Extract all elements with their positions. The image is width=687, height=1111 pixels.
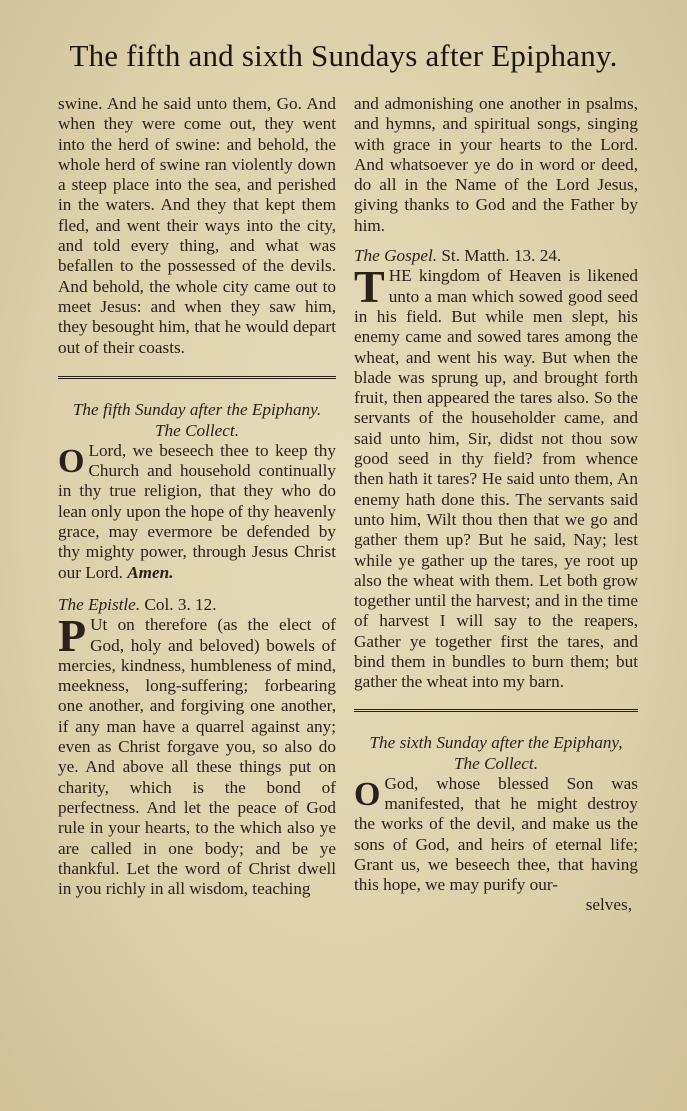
fifth-sunday-heading: The fifth Sunday after the Epiphany. bbox=[72, 399, 322, 419]
gospel-text: HE kingdom of Heaven is likened unto a man which sowed good seed in his field. But while men slept, his enemy came and sowed tares among the wheat, and went his way. But when the blade was sprung up, and brought forth fruit, then appeared the tares also. So the servants of the householder came, and said unto him, Sir, didst not thou sow good seed in thy field? from whence then hath it tares? He said unto them, An enemy hath done this. The servants said unto him, Wilt thou then that we go and gather them up? But he said, Nay; lest while ye gather up the tares, ye root up also the wheat with them. Let both grow together until the harvest; and in the time of harvest I will say to the reapers, Gather ye together first the tares, and bind them in bundles to burn them; but gather the wheat into my barn. bbox=[354, 266, 638, 692]
collect-dropcap: O bbox=[354, 775, 381, 813]
left-column bbox=[58, 94, 336, 899]
sixth-sunday-heading: The sixth Sunday after the Epiphany, bbox=[369, 732, 623, 752]
right-column bbox=[354, 94, 638, 916]
collect-text: God, whose blessed Son was manifested, that he might destroy the works of the devil, and make us the sons of God, and heirs of eternal life; Grant us, we beseech thee, that having this hope, we may purify our- bbox=[354, 773, 638, 895]
section-divider bbox=[58, 376, 336, 379]
epistle-dropcap: P bbox=[58, 610, 87, 662]
gospel-paragraph bbox=[354, 261, 638, 692]
collect-text: Lord, we beseech thee to keep thy Church and household continually in thy true religion, that they who do lean only upon the hope of thy heavenly grace, may evermore be defended by thy mighty power, through Jesus Christ our Lord. bbox=[58, 440, 336, 582]
running-head: The fifth and sixth Sundays after Epiphany. bbox=[69, 38, 618, 73]
epistle-reference: Col. 3. 12. bbox=[144, 594, 217, 614]
section-divider bbox=[354, 709, 638, 712]
collect-amen: Amen. bbox=[127, 562, 174, 582]
gospel-label: The Gospel. bbox=[354, 246, 438, 266]
epistle-text: Ut on therefore (as the elect of God, holy and beloved) bowels of mercies, kindness, humbleness of mind, meekness, long-suffering; forbearing one another, and forgiving one another, if any man have a quarrel against any; even as Christ forgave you, so also do ye. And above all these things put on charity, which is the bond of perfectness. And let the peace of God rule in your hearts, to the which also ye are called in one body; and be ye thankful. Let the word of Christ dwell in you richly in all wisdom, teaching bbox=[58, 615, 336, 899]
epistle-paragraph bbox=[58, 610, 336, 899]
sixth-sunday-collect-label: The Collect. bbox=[453, 753, 539, 773]
gospel-reference: St. Matth. 13. 24. bbox=[441, 246, 562, 266]
sixth-sunday-collect bbox=[354, 774, 638, 896]
gospel-label-line bbox=[354, 246, 638, 266]
epistle-continuation-text: and admonishing one another in psalms, and hymns, and spiritual songs, singing with grace in your hearts to the Lord. And whatsoever ye do in word or deed, do all in the Name of the Lord Jesus, giving thanks to God and the Father by him. bbox=[354, 94, 638, 235]
epistle-label: The Epistle. bbox=[58, 594, 141, 614]
fifth-sunday-collect bbox=[58, 441, 336, 583]
matthew-continuation-text: swine. And he said unto them, Go. And when they were come out, they went into the herd of swine: and behold, the whole herd of swine ran violently down a steep place into the sea, and perished in the waters. And they that kept them fled, and went their ways into the city, and told every thing, and what was befallen to the possessed of the devils. And behold, the whole city came out to meet Jesus: and when they saw him, they besought him, that he would depart out of their coasts. bbox=[58, 94, 336, 357]
catchword: selves, bbox=[585, 895, 632, 915]
epistle-label-line bbox=[58, 595, 336, 615]
collect-dropcap: O bbox=[58, 442, 85, 480]
fifth-sunday-collect-label: The Collect. bbox=[154, 420, 240, 440]
gospel-dropcap: T bbox=[354, 261, 385, 313]
